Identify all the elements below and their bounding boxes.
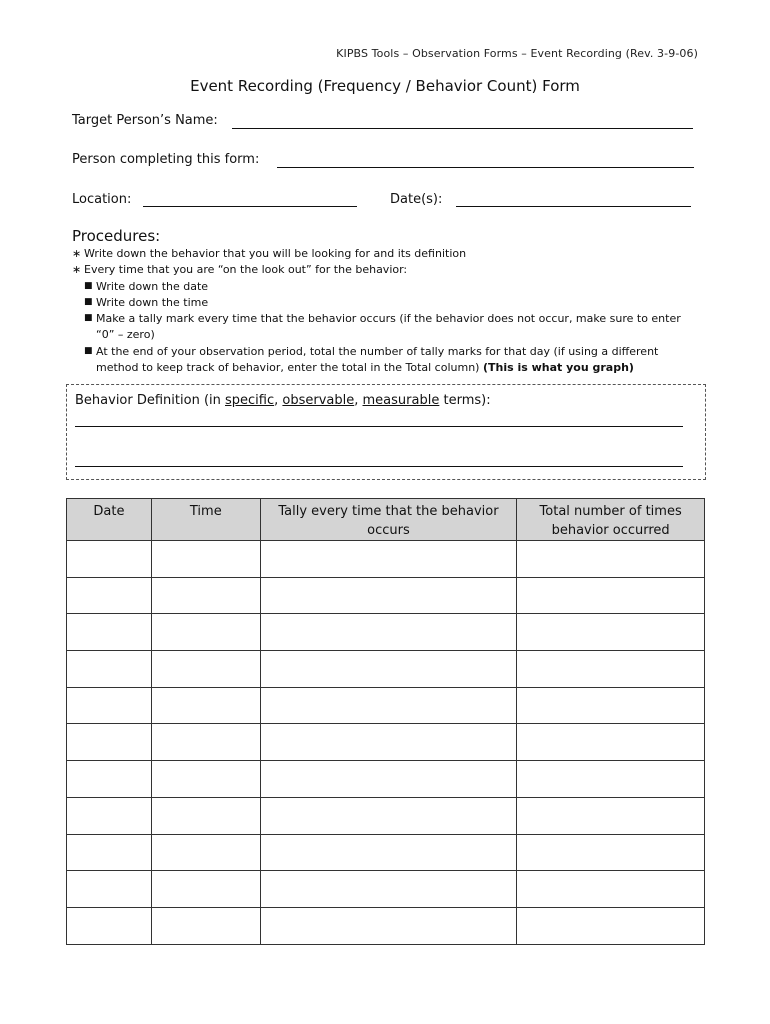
location-label: Location: [72,192,132,207]
procedures-heading: Procedures: [72,227,161,245]
total-cell[interactable] [517,797,705,834]
table-row [67,651,705,688]
date-cell[interactable] [67,761,152,798]
graph-note: (This is what you graph) [482,361,634,375]
total-cell[interactable] [517,761,705,798]
procedure-subitem: ■ Write down the time [84,295,209,309]
procedure-item: ∗ Write down the behavior that you will be looking for and its definition [72,246,702,262]
total-cell[interactable] [517,871,705,908]
table-row [67,797,705,834]
date-cell[interactable] [67,834,152,871]
square-bullet-icon: ■ [84,345,93,356]
time-cell[interactable] [151,614,260,651]
time-cell[interactable] [151,761,260,798]
date-cell[interactable] [67,614,152,651]
total-cell[interactable] [517,687,705,724]
tally-cell[interactable] [260,797,517,834]
total-cell[interactable] [517,907,705,944]
completer-label: Person completing this form: [72,152,260,167]
definition-specific: specific [225,393,275,408]
date-cell[interactable] [67,541,152,578]
date-cell[interactable] [67,797,152,834]
date-cell[interactable] [67,651,152,688]
tally-cell[interactable] [260,687,517,724]
square-bullet-icon: ■ [84,296,93,307]
tally-cell[interactable] [260,541,517,578]
tally-cell[interactable] [260,651,517,688]
procedure-subitem: ■ Write down the date [84,279,209,293]
definition-title: Behavior Definition [75,393,200,408]
procedures-list [72,246,702,376]
square-bullet-icon: ■ [84,313,93,324]
column-header-tally: Tally every time that the behavior occurs [260,499,517,541]
asterisk-bullet-icon: ∗ [72,263,82,277]
form-title: Event Recording (Frequency / Behavior Count) Form [190,77,580,95]
date-cell[interactable] [67,687,152,724]
procedure-subitem: ■ Make a tally mark every time that the behavior occurs (if the behavior does not occur, make sure to enter “0” – zero) [84,312,681,342]
table-row [67,577,705,614]
table-row [67,724,705,761]
date-cell[interactable] [67,577,152,614]
tally-cell[interactable] [260,834,517,871]
total-cell[interactable] [517,577,705,614]
definition-line-2[interactable] [75,466,683,467]
table-row [67,907,705,944]
column-header-total: Total number of times behavior occurred [517,499,705,541]
definition-measurable: measurable [362,393,440,408]
time-cell[interactable] [151,907,260,944]
table-header-row [67,499,705,541]
revision-header: KIPBS Tools – Observation Forms – Event Recording (Rev. 3-9-06) [336,47,698,60]
definition-observable: observable [282,393,355,408]
tally-cell[interactable] [260,871,517,908]
time-cell[interactable] [151,797,260,834]
tally-cell[interactable] [260,614,517,651]
table-row [67,834,705,871]
target-person-line[interactable] [232,128,693,129]
total-cell[interactable] [517,614,705,651]
table-row [67,614,705,651]
total-cell[interactable] [517,651,705,688]
time-cell[interactable] [151,651,260,688]
recording-table [66,498,705,945]
table-row [67,871,705,908]
procedure-subitem: ■ At the end of your observation period, total the number of tally marks for that day (if using a different method to keep track of behavior, enter the total in the Total column) (This is what you graph) [84,344,659,375]
table-row [67,541,705,578]
completer-line[interactable] [277,167,694,168]
table-row [67,687,705,724]
tally-cell[interactable] [260,577,517,614]
dates-label: Date(s): [390,192,443,207]
column-header-date: Date [67,499,152,541]
location-line[interactable] [143,206,357,207]
column-header-time: Time [151,499,260,541]
target-person-label: Target Person’s Name: [72,113,218,128]
tally-cell[interactable] [260,907,517,944]
date-cell[interactable] [67,907,152,944]
tally-cell[interactable] [260,724,517,761]
table-row [67,761,705,798]
time-cell[interactable] [151,871,260,908]
time-cell[interactable] [151,724,260,761]
time-cell[interactable] [151,834,260,871]
tally-cell[interactable] [260,761,517,798]
dates-line[interactable] [456,206,691,207]
date-cell[interactable] [67,724,152,761]
table-body [67,541,705,945]
total-cell[interactable] [517,834,705,871]
procedure-item: ∗ Every time that you are “on the look out” for the behavior: [72,262,702,278]
total-cell[interactable] [517,541,705,578]
behavior-definition-label: Behavior Definition (in specific, observable, measurable terms): [75,393,491,408]
definition-line-1[interactable] [75,426,683,427]
time-cell[interactable] [151,541,260,578]
time-cell[interactable] [151,577,260,614]
time-cell[interactable] [151,687,260,724]
square-bullet-icon: ■ [84,280,93,291]
total-cell[interactable] [517,724,705,761]
date-cell[interactable] [67,871,152,908]
asterisk-bullet-icon: ∗ [72,247,82,260]
